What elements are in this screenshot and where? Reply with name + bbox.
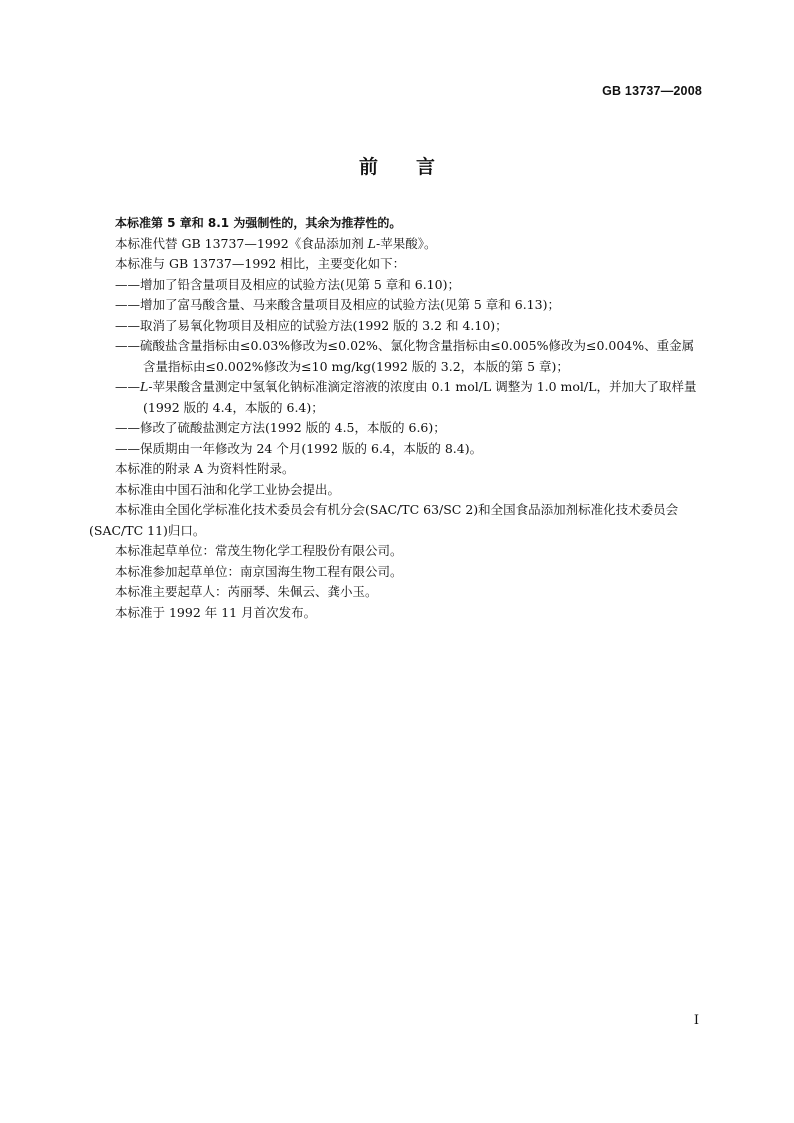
- change-item-2: ——增加了富马酸含量、马来酸含量项目及相应的试验方法(见第 5 章和 6.13)；: [115, 297, 560, 312]
- change-item-3: ——取消了易氧化物项目及相应的试验方法(1992 版的 3.2 和 4.10)；: [115, 317, 508, 333]
- page-number: I: [693, 1013, 699, 1028]
- paragraph-changes-intro: 本标准与 GB 13737—1992 相比，主要变化如下：: [115, 256, 406, 271]
- paragraph-drafting-unit: 本标准起草单位：常茂生物化学工程股份有限公司。: [115, 543, 403, 558]
- paragraph-drafters: 本标准主要起草人：芮丽琴、朱佩云、龚小玉。: [115, 584, 378, 599]
- change-item-4: ——硫酸盐含量指标由≤0.03%修改为≤0.02%、氯化物含量指标由≤0.005%修改为≤0.004%、重金属含量指标由≤0.002%修改为≤10 mg/kg(1992 版的 3.2，本版的第 5 章)；: [115, 338, 695, 374]
- change-item-5-text: -苹果酸含量测定中氢氧化钠标准滴定溶液的浓度由 0.1 mol/L 调整为 1.0 mol/L，并加大了取样量(1992 版的 4.4，本版的 6.4)；: [143, 379, 697, 415]
- change-item-7: ——保质期由一年修改为 24 个月(1992 版的 6.4，本版的 8.4)。: [115, 440, 483, 456]
- replaces-text-a: 本标准代替 GB 13737—1992《食品添加剂: [115, 235, 368, 251]
- replaces-italic-l: L: [367, 235, 376, 251]
- change-item-5-dash: ——: [115, 379, 140, 394]
- change-item-5: [89, 377, 705, 418]
- replaces-text-b: -苹果酸》。: [375, 235, 437, 251]
- change-item-1: ——增加了铅含量项目及相应的试验方法(见第 5 章和 6.10)；: [115, 276, 460, 292]
- change-item-5-italic-l: L: [140, 379, 149, 394]
- paragraph-first-release: 本标准于 1992 年 11 月首次发布。: [115, 604, 317, 620]
- standard-number: GB 13737—2008: [602, 84, 702, 98]
- paragraph-committee: 本标准由全国化学标准化技术委员会有机分会(SAC/TC 63/SC 2)和全国食品添加剂标准化技术委员会(SAC/TC 11)归口。: [89, 502, 679, 538]
- foreword-body: [89, 213, 705, 623]
- paragraph-participating-unit: 本标准参加起草单位：南京国海生物工程有限公司。: [115, 563, 403, 579]
- page-title: 前言: [358, 156, 473, 178]
- paragraph-mandatory-clause: 本标准第 5 章和 8.1 为强制性的，其余为推荐性的。: [115, 216, 402, 230]
- paragraph-proposer: 本标准由中国石油和化学工业协会提出。: [115, 481, 341, 497]
- paragraph-annex: 本标准的附录 A 为资料性附录。: [115, 461, 295, 476]
- paragraph-replaces: [89, 234, 705, 255]
- change-item-6: ——修改了硫酸盐测定方法(1992 版的 4.5，本版的 6.6)；: [115, 420, 446, 435]
